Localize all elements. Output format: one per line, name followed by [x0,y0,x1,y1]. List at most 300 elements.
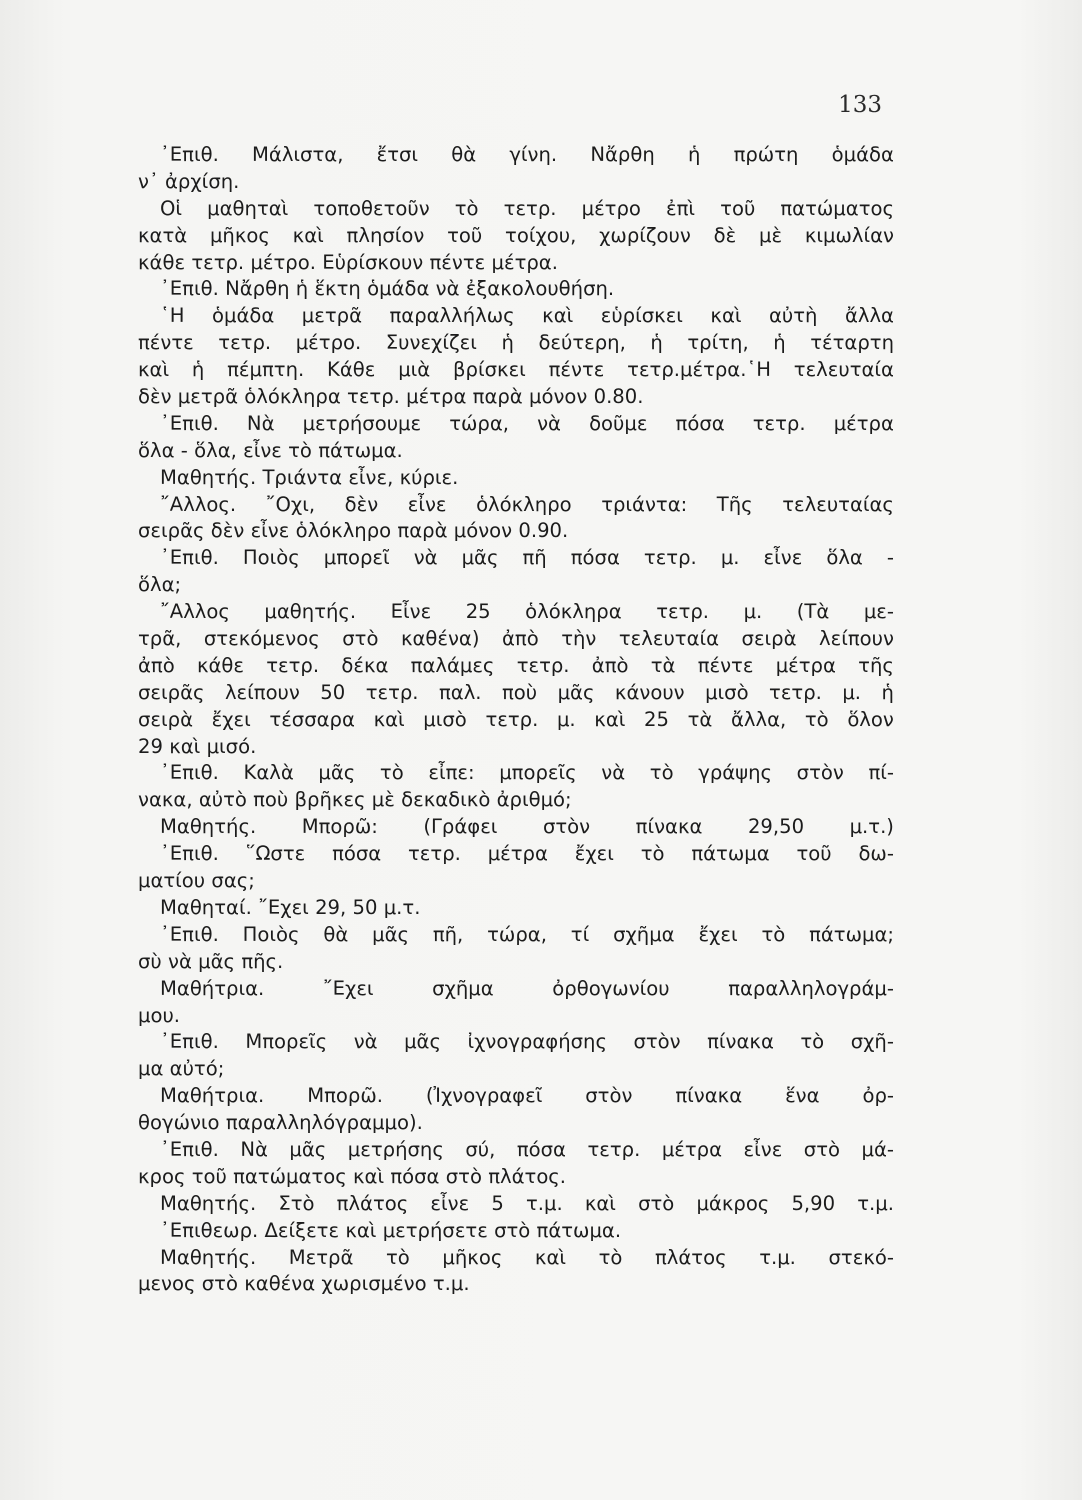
word: ᾿Επιθ. [160,277,219,301]
word: πῆ, [432,922,464,946]
word: λείπουν [819,627,894,651]
text-line [138,922,894,949]
word: καὶ [542,304,574,328]
word: ἡ [687,143,701,166]
word: στὸν [585,1084,633,1108]
word: Νὰ [246,411,275,435]
word: τελευταία [618,627,720,651]
word: ᾿Επιθ. [160,1137,219,1161]
word: ἡ [295,277,309,301]
word: εἶνε [430,1191,470,1215]
word: δοῦμε [589,411,648,435]
text-line [138,814,894,841]
word: καὶ [345,1218,377,1242]
word: πίνακα [707,1030,774,1054]
text-line [138,142,894,169]
word: δὲν [138,385,172,409]
word: Μπορῶ: [301,815,378,839]
word: χωρίζουν [599,223,691,247]
word: καὶ [584,1191,616,1215]
word: Μπορῶ. [307,1084,383,1108]
word: τὰ [687,707,713,731]
word: σχῆμα [613,922,675,946]
word: ἀριθμό; [496,788,572,812]
word: (Τὰ [796,600,830,624]
word: πλάτος [336,1191,409,1215]
word: ᾿Επιθ. [160,1030,219,1054]
word: τετρ. [266,653,320,677]
word: μέτρα. [491,250,558,274]
word: τετρ. [643,546,697,570]
word: Μπορεῖς [245,1030,328,1054]
word: ἄλλα [844,304,894,328]
word: ἔχει [211,707,251,731]
word: μ. [556,707,576,731]
word: Νἄρθη [225,277,290,301]
text-line [138,949,894,976]
word: πλάτος. [488,1164,567,1188]
word: ῎Εχει [322,976,374,1000]
word: εἶνε [243,438,282,462]
word: παλ. [439,680,482,704]
word: ὁλόκληρο [476,492,572,516]
word: αὐτό; [169,1057,225,1081]
word: 25 [644,707,669,731]
word: μετρᾶ [301,304,362,328]
word: δὲν [344,492,379,516]
word: μά- [861,1137,894,1161]
word: ἡ [650,331,663,355]
word: νὰ [353,1030,378,1054]
text-line [138,250,894,277]
word: μᾶς [198,949,236,973]
word: τοίχου, [505,223,577,247]
word: σχῆμα [432,976,494,1000]
word: ἔτσι [376,143,419,166]
word: κρος [138,1164,186,1188]
word: μετρᾶ [177,385,239,409]
word: κατὰ [138,223,188,247]
word: πέντε [429,250,486,274]
word: πατώματος [780,196,894,220]
text-line [138,223,894,250]
word: νὰ [168,949,192,973]
word: σύ, [465,1137,496,1161]
word: Δείξετε [264,1218,340,1242]
text-line [138,626,894,653]
word: ὅλα, [194,438,237,462]
word: μέτρα [775,653,836,677]
text-line [138,384,894,411]
text-line [138,303,894,330]
word: πάτωμα. [536,1218,622,1242]
word: τὸ [598,1245,623,1269]
word: ᾿Επιθ. [160,546,219,570]
word: ῞Ωστε [245,842,306,866]
word: μέτρα [487,842,548,866]
word: στὸν [796,761,844,785]
word: αὐτὸ [198,788,247,812]
word: μῆκος [442,1245,503,1269]
word: ὀρ- [862,1084,894,1108]
text-line [138,868,894,895]
word: ἔχει [574,842,614,866]
text-line [138,1218,894,1245]
word: πλησίον [346,223,425,247]
text-line [138,330,894,357]
text-line [138,1164,894,1191]
word: πόσα [332,842,382,866]
text-line [138,169,894,196]
word: Μαθήτρια. [160,1084,265,1108]
word: τὸ [288,438,312,462]
word: μᾶς [289,1137,327,1161]
text-line [138,599,894,626]
word: λείπουν [224,680,300,704]
word: μέτρα [661,1137,723,1161]
word: μαθητής. [264,600,357,624]
word: μ.τ. [383,895,421,919]
word: Καλὰ [243,761,294,785]
word: μ. [842,680,862,704]
word: μισὸ [705,680,749,704]
word: πάτωμα; [809,922,894,946]
word: παραλλήλως [389,304,515,328]
word: τέσσαρα [269,707,355,731]
word: 5 [491,1191,504,1215]
word: ὅλα [138,438,175,462]
word: Μαθήτρια. [160,976,265,1000]
word: πατώματος [233,1164,347,1188]
word: μα [138,1057,164,1081]
word: μισό. [206,734,257,758]
word: εἶνε [407,492,447,516]
word: Μαθηταί. [160,895,252,919]
word: στὸν [542,815,591,839]
word: ᾿Επιθ. [160,922,219,946]
word: ἕνα [785,1084,820,1108]
word: 0.90. [518,519,569,543]
word: πέμπτη. [227,358,305,382]
text-line [138,976,894,1003]
word: ν᾿ [138,169,159,193]
word: ᾿Επιθ. [160,761,219,785]
word: μετρήσουμε [302,411,422,435]
text-line [138,1003,894,1030]
word: 29 [138,734,163,758]
text-line [138,357,894,384]
word: θογώνιο [138,1111,220,1135]
word: Νὰ [240,1137,268,1161]
word: πέντε [138,331,194,355]
word: μάκρος [696,1191,770,1215]
word: - [180,438,188,462]
word: τὸ [386,1245,410,1269]
word: τὸ [800,1030,825,1054]
word: τετρ. [191,250,245,274]
word: στεκόμενος [203,627,320,651]
word: Ποιὸς [242,546,300,570]
text-line [138,465,894,492]
word: πλάτος [655,1245,727,1269]
word: (Ἰχνογραφεῖ [425,1084,543,1108]
word: σας; [211,869,255,893]
text-line [138,895,894,922]
word: μῆκος [209,223,270,247]
word: γίνη. [509,143,558,166]
word: ἡ [773,331,786,355]
word: δω- [858,842,894,866]
word: στὸ [638,1191,675,1215]
word: μέτρο [581,196,641,220]
word: ἔχει [698,922,738,946]
word: πίνακα [675,1084,743,1108]
word: στεκό- [828,1245,894,1269]
word: τὸ [804,707,829,731]
word: στὸ [445,1164,482,1188]
word: πάτωμα. [318,438,403,462]
word: θὰ [451,143,477,166]
word: τώρα, [449,411,509,435]
word: τετρ. [347,385,400,409]
word: στὸ [803,1137,840,1161]
word: ῎Αλλος [160,600,230,624]
word: στὸ [342,627,379,651]
word: τὸ [379,761,404,785]
text-line [138,492,894,519]
word: ἀπὸ [591,653,629,677]
word: ὁλόκληρο [295,519,392,543]
word: 50 [320,680,346,704]
word: πέντε [697,653,754,677]
word: μετρήσης [347,1137,444,1161]
word: τ.μ. [759,1245,796,1269]
word: ὅλα; [138,573,182,597]
word: πέντε [548,358,605,382]
word: μέτρο. [250,250,316,274]
word: μισὸ [423,707,467,731]
word: καὶ [353,1164,385,1188]
word: κάθε [196,653,244,677]
word: ῾Η [160,304,185,328]
word: μᾶς [461,546,499,570]
word: ποὺ [253,788,289,812]
word: τετρ. [218,331,272,355]
text-line [138,653,894,680]
word: μπορεῖ [323,546,390,570]
word: τελευταία [793,358,894,382]
word: σχῆ- [850,1030,894,1054]
word: Μετρᾶ [288,1245,354,1269]
word: πῆ [522,546,547,570]
word: Μαθητής. [160,1245,257,1269]
word: σειρᾶς [138,519,205,543]
text-line [138,734,894,761]
word: ὀρθογωνίου [552,976,670,1000]
word: τρᾶ, [138,627,182,651]
word: Τριάντα [262,465,343,489]
word: σὺ [138,949,162,973]
word: ἐξακολουθήση. [465,277,615,301]
text-line [138,1137,894,1164]
text-line [138,438,894,465]
word: Μαθητής. [160,1191,257,1215]
word: νὰ [537,411,561,435]
word: κιμωλίαν [804,223,894,247]
word: ὅλα [826,546,863,570]
word: εἶνε [743,1137,783,1161]
word: τοῦ [447,223,483,247]
word: τ.μ. [857,1191,894,1215]
word: ἀπὸ [502,627,539,651]
word: στὸ [201,1272,238,1296]
word: Συνεχίζει [385,331,477,355]
word: ὅλον [847,707,894,731]
word: ἕκτη [314,277,361,301]
word: Μάλιστα, [252,143,344,166]
word: καὶ [138,358,170,382]
word: τετρ. [516,653,570,677]
word: καὶ [594,707,626,731]
word: ἐπὶ [666,196,696,220]
word: τὸ [454,196,479,220]
page-number: 133 [838,92,882,118]
text-line [138,196,894,223]
word: καθένα [244,1272,316,1296]
word: πίνακα [635,815,703,839]
word: πρώτη [733,143,799,166]
word: καὶ [710,304,742,328]
word: τοποθετοῦν [313,196,430,220]
word: Ποιὸς [242,922,300,946]
word: σειρὰ [138,707,193,731]
word: τῆς [858,653,894,677]
word: τετρ. [408,842,461,866]
word: ᾿Επιθεωρ. [160,1218,259,1242]
text-line [138,1271,894,1298]
text-line [138,1083,894,1110]
word: μᾶς [404,1030,441,1054]
word: μ. [743,600,763,624]
text-line [138,518,894,545]
word: σειρὰ [741,627,797,651]
word: τὸ [649,761,674,785]
word: μενος [138,1272,196,1296]
word: τ.μ. [525,1191,563,1215]
word: Στὸ [278,1191,315,1215]
word: νὰ [435,277,460,301]
word: κάθε [138,250,186,274]
word: νὰ [601,761,626,785]
text-line [138,707,894,734]
word: Μαθητής. [160,465,257,489]
word: βρίσκει [453,358,526,382]
word: τὴν [561,627,597,651]
word: τὸ [640,842,665,866]
word: δέκα [341,653,389,677]
word: 0.80. [593,385,644,409]
word: ποὺ [502,680,538,704]
word: παλάμες [410,653,495,677]
word: τί [570,922,590,946]
word: ὁμάδα [367,277,430,301]
word: πί- [868,761,894,785]
word: τετρ.μέτρα.῾Η [627,358,771,382]
dialogue-text [138,142,894,1298]
word: παρὰ [472,385,523,409]
word: μὲ [759,223,783,247]
text-line [138,1191,894,1218]
word: τέταρτη [810,331,894,355]
word: μ.τ.) [849,815,894,839]
word: καὶ [169,734,201,758]
word: ὁλόκληρα [244,385,341,409]
word: μέτρα [833,411,894,435]
word: (Γράφει [423,815,498,839]
word: ᾿Επιθ. [160,842,219,866]
text-line [138,841,894,868]
word: αὐτὴ [768,304,818,328]
word: ἡ [191,358,205,382]
word: μόνον [453,519,513,543]
word: καὶ [373,707,405,731]
word: τοῦ [720,196,756,220]
word: νὰ [413,546,438,570]
word: Εὑρίσκουν [322,250,424,274]
word: τετρ. [769,680,822,704]
word: Μαθητής. [160,815,257,839]
word: πόσα [516,1137,566,1161]
word: ἄλλα, [730,707,787,731]
word: νακα, [138,788,193,812]
word: παρὰ [397,519,448,543]
word: μιὰ [398,358,431,382]
word: 50 [352,895,378,919]
word: μέτρο. [295,331,362,355]
word: ἀπὸ [138,653,175,677]
text-line [138,276,894,303]
word: στὸν [633,1030,681,1054]
word: με- [863,600,894,624]
word: ὁλόκληρα [525,600,622,624]
word: Εἶνε [390,600,432,624]
word: ῎Εχει [258,895,309,919]
word: ᾿Επιθ. [160,143,219,166]
word: τετρ. [587,1137,641,1161]
word: δεκαδικὸ [401,788,491,812]
word: βρῆκες [294,788,366,812]
word: παραλληλόγραμμο). [225,1111,423,1135]
word: εὑρίσκει [600,304,683,328]
text-line [138,787,894,814]
text-line [138,545,894,572]
word: πόσα [390,1164,440,1188]
word: εἶνε, [348,465,394,489]
word: καὶ [534,1245,567,1269]
word: Οἱ [160,196,183,220]
word: 25 [465,600,491,624]
word: δὲ [713,223,737,247]
text-line [138,411,894,438]
word: πόσα [675,411,725,435]
text-line [138,760,894,787]
word: μᾶς [372,922,409,946]
word: τετρ. [485,707,539,731]
text-line [138,1245,894,1272]
word: τετρ. [503,196,557,220]
word: χωρισμένο [321,1272,427,1296]
word: δὲν [210,519,245,543]
